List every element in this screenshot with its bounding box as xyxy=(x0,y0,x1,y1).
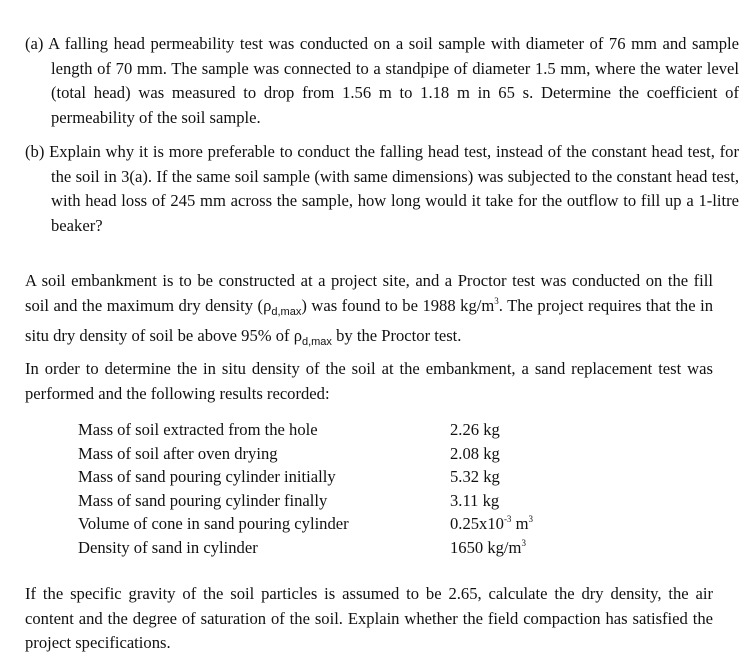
result-value: 2.08 kg xyxy=(450,443,500,463)
sand-replacement-intro: In order to determine the in situ density of the soil at the embankment, a sand replacement test was performed and the following results recorded: xyxy=(25,359,713,403)
rho-symbol: ρ xyxy=(293,326,302,345)
unit-exponent: 3 xyxy=(528,514,533,524)
final-question: If the specific gravity of the soil particles is assumed to be 2.65, calculate the dry density, the air content and the degree of saturation of the soil. Explain whether the field compaction has satisfied the project specifications. xyxy=(25,584,713,652)
result-value: 5.32 kg xyxy=(450,467,500,486)
results-row xyxy=(78,489,558,513)
results-row xyxy=(78,418,558,442)
question-b-label: (b) xyxy=(25,142,45,161)
result-label: Mass of sand pouring cylinder finally xyxy=(78,490,328,510)
results-row xyxy=(78,512,558,536)
results-row xyxy=(78,442,558,466)
results-row xyxy=(78,536,558,560)
result-value xyxy=(450,512,558,536)
result-label: Mass of soil after oven drying xyxy=(78,443,278,463)
result-label: Density of sand in cylinder xyxy=(78,537,258,557)
text-run: ) was found to be 1988 kg/m xyxy=(301,295,495,315)
results-table xyxy=(78,418,558,559)
rho-symbol: ρ xyxy=(263,295,272,315)
text-run: by the Proctor test. xyxy=(331,326,462,345)
result-label: Mass of soil extracted from the hole xyxy=(78,420,318,439)
question-a-text: A falling head permeability test was conducted on a soil sample with diameter of 76 mm and sample length of 70 mm. The sample was connected to a standpipe of diameter 1.5 mm, where the water level (total head) was measured to drop from 1.56 m to 1.18 m in 65 s. Determine the coefficient of permeability of the soil sample. xyxy=(48,34,739,127)
value-main: 0.25x10 xyxy=(450,514,504,533)
question-a xyxy=(25,32,739,130)
value-main: 1650 kg/m xyxy=(450,537,522,557)
embankment-paragraph xyxy=(25,269,713,355)
result-value xyxy=(450,536,558,560)
value-exponent: -3 xyxy=(503,514,512,524)
rho-subscript: d,max xyxy=(301,336,332,348)
results-row xyxy=(78,465,558,489)
superscript: 3 xyxy=(494,295,499,306)
text-run: A soil embankment is to be constructed at a project site, and a Proctor test was conducted on the fill soil and the maximum dry density ( xyxy=(25,271,713,315)
value-exponent: 3 xyxy=(521,537,526,548)
question-b-text: Explain why it is more preferable to conduct the falling head test, instead of the constant head test, for the soil in 3(a). If the same soil sample (with same dimensions) was subjected to the constant head test, with head loss of 245 mm across the sample, how long would it take for the outflow to fill up a 1-litre beaker? xyxy=(49,142,739,235)
result-value: 2.26 kg xyxy=(450,420,500,439)
question-a-label: (a) xyxy=(25,34,44,53)
result-label: Volume of cone in sand pouring cylinder xyxy=(78,514,349,533)
rho-subscript: d,max xyxy=(271,305,302,318)
result-value: 3.11 kg xyxy=(450,490,500,510)
text-run: . The project requires that the in situ dry density of soil be above 95% of xyxy=(25,295,713,345)
question-b xyxy=(25,140,739,238)
result-label: Mass of sand pouring cylinder initially xyxy=(78,467,336,486)
value-unit: m xyxy=(511,514,529,533)
